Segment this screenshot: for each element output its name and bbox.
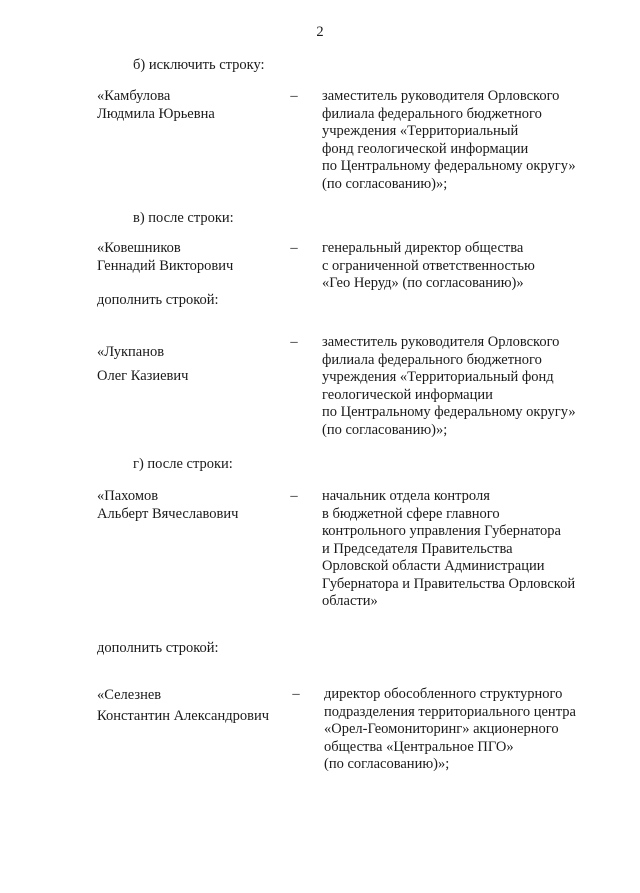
desc-line: филиала федерального бюджетного [322,351,542,368]
dash: – [290,88,298,104]
dash: – [292,686,300,702]
desc-line: директор обособленного структурного [324,686,563,702]
name-line: «Селезнев [97,687,162,703]
desc-line: фонд геологической информации [322,140,529,157]
entry-name-pakhomov [97,488,287,523]
desc-line: области» [322,593,378,609]
dash: – [290,334,298,350]
entry-name-kambulova [97,88,287,123]
desc-line: начальник отдела контроля [322,488,490,504]
entry-name-seleznev [97,687,287,725]
dash: – [290,488,298,504]
desc-line: в бюджетной сфере главного [322,505,500,522]
desc-line: заместитель руководителя Орловского [322,88,560,104]
entry-name-lukpanov [97,344,287,385]
desc-line: с ограниченной ответственностью [322,257,535,274]
desc-line: «Гео Неруд» (по согласованию)» [322,275,524,291]
name-line: «Лукпанов [97,344,165,360]
desc-line: (по согласованию)»; [324,756,450,772]
desc-line: учреждения «Территориальный фонд [322,369,554,385]
name-line: Альберт Вячеславович [97,505,239,522]
name-line: «Ковешников [97,240,181,256]
desc-line: филиала федерального бюджетного [322,105,542,122]
desc-line: «Орел-Геомониторинг» акционерного [324,721,559,737]
name-line: Людмила Юрьевна [97,105,215,122]
entry-desc-seleznev [324,686,624,774]
name-line: Константин Александрович [97,707,269,724]
dash: – [290,240,298,256]
entry-desc-kambulova [322,88,622,193]
desc-line: по Центральному федеральному округу» [322,404,576,420]
desc-line: (по согласованию)»; [322,421,448,438]
name-line: Геннадий Викторович [97,257,234,274]
desc-line: Орловской области Администрации [322,558,545,574]
desc-line: генеральный директор общества [322,240,524,256]
desc-line: заместитель руководителя Орловского [322,334,560,350]
entry-desc-lukpanov [322,334,622,439]
page-number: 2 [316,24,324,40]
desc-line: Губернатора и Правительства Орловской [322,575,576,592]
directive-v-add: дополнить строкой: [97,292,219,308]
name-line: «Пахомов [97,488,159,504]
directive-g: г) после строки: [133,456,233,472]
desc-line: общества «Центральное ПГО» [324,738,514,755]
directive-v: в) после строки: [133,210,234,226]
directive-b: б) исключить строку: [133,57,265,73]
name-line: Олег Казиевич [97,367,189,384]
desc-line: по Центральному федеральному округу» [322,158,576,174]
desc-line: контрольного управления Губернатора [322,523,561,539]
desc-line: учреждения «Территориальный [322,123,519,139]
directive-g-add: дополнить строкой: [97,640,219,656]
desc-line: подразделения территориального центра [324,703,576,720]
entry-name-koveshnikov [97,240,287,275]
entry-desc-pakhomov [322,488,622,611]
desc-line: и Председателя Правительства [322,540,513,557]
desc-line: (по согласованию)»; [322,175,448,192]
name-line: «Камбулова [97,88,171,104]
entry-desc-koveshnikov [322,240,622,293]
desc-line: геологической информации [322,386,493,403]
